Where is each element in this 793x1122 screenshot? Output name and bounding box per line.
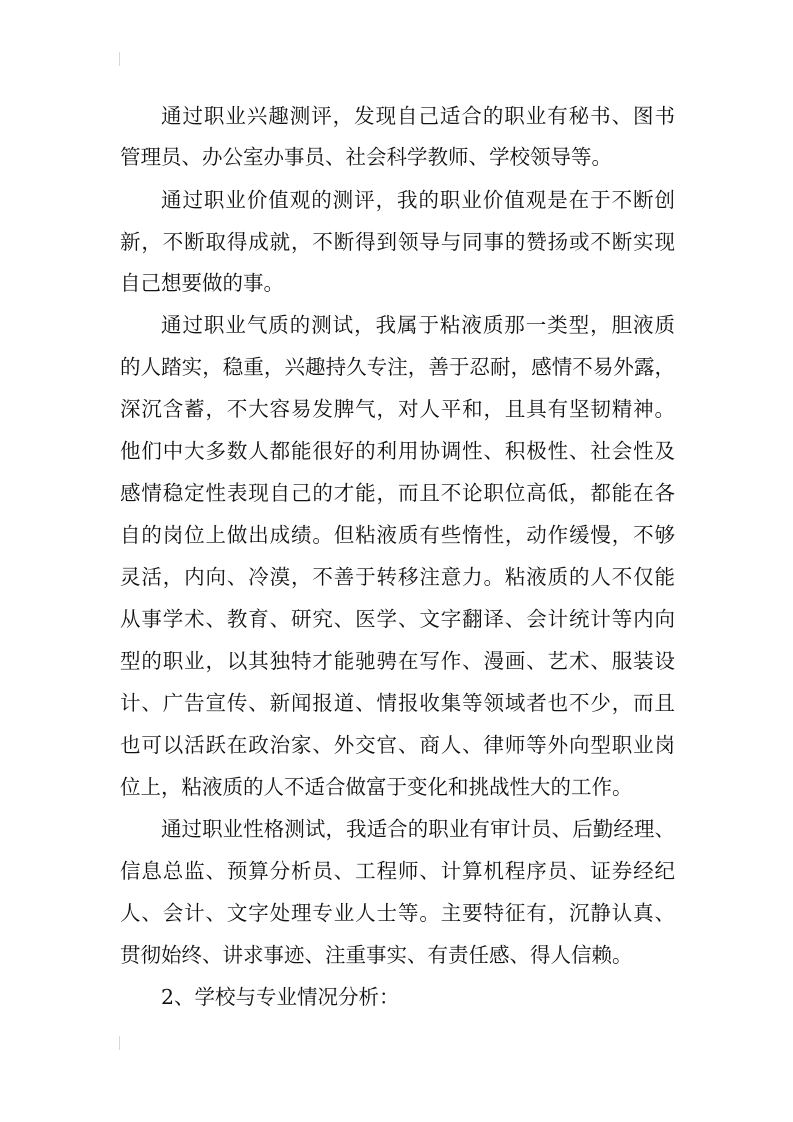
section-heading: 2、学校与专业情况分析： [161,985,400,1009]
paragraph-line: 型的职业，以其独特才能驰骋在写作、漫画、艺术、服装设 [120,649,675,673]
paragraph-line: 新，不断取得成就，不断得到领导与同事的赞扬或不断实现 [120,230,675,254]
paragraph-line: 深沉含蓄，不大容易发脾气，对人平和，且具有坚韧精神。 [120,397,675,421]
page-corner-mark-bottom [119,1036,120,1050]
paragraph-line: 通过职业兴趣测评，发现自己适合的职业有秘书、图书 [161,104,675,128]
paragraph-line: 贯彻始终、讲求事迹、注重事实、有责任感、得人信赖。 [120,943,633,967]
paragraph-line: 人、会计、文字处理专业人士等。主要特征有，沉静认真、 [120,901,675,925]
paragraph-line: 信息总监、预算分析员、工程师、计算机程序员、证券经纪 [120,859,675,883]
paragraph-line: 管理员、办公室办事员、社会科学教师、学校领导等。 [120,145,612,169]
paragraph-line: 从事学术、教育、研究、医学、文字翻译、会计统计等内向 [120,607,675,631]
paragraph-line: 也可以活跃在政治家、外交官、商人、律师等外向型职业岗 [120,733,675,757]
paragraph-line: 计、广告宣传、新闻报道、情报收集等领域者也不少，而且 [120,691,675,715]
paragraph-line: 通过职业性格测试，我适合的职业有审计员、后勤经理、 [161,817,675,841]
paragraph-line: 位上，粘液质的人不适合做富于变化和挑战性大的工作。 [120,775,633,799]
paragraph-line: 自己想要做的事。 [120,271,284,295]
paragraph-line: 他们中大多数人都能很好的利用协调性、积极性、社会性及 [120,439,675,463]
paragraph-line: 自的岗位上做出成绩。但粘液质有些惰性，动作缓慢，不够 [120,523,675,547]
paragraph-line: 通过职业价值观的测评，我的职业价值观是在于不断创 [161,188,675,212]
paragraph-line: 感情稳定性表现自己的才能，而且不论职位高低，都能在各 [120,481,675,505]
paragraph-line: 灵活，内向、冷漠，不善于转移注意力。粘液质的人不仅能 [120,565,675,589]
paragraph-line: 的人踏实，稳重，兴趣持久专注，善于忍耐，感情不易外露， [120,355,675,379]
page-corner-mark-top [119,52,120,66]
paragraph-line: 通过职业气质的测试，我属于粘液质那一类型，胆液质 [161,313,675,337]
